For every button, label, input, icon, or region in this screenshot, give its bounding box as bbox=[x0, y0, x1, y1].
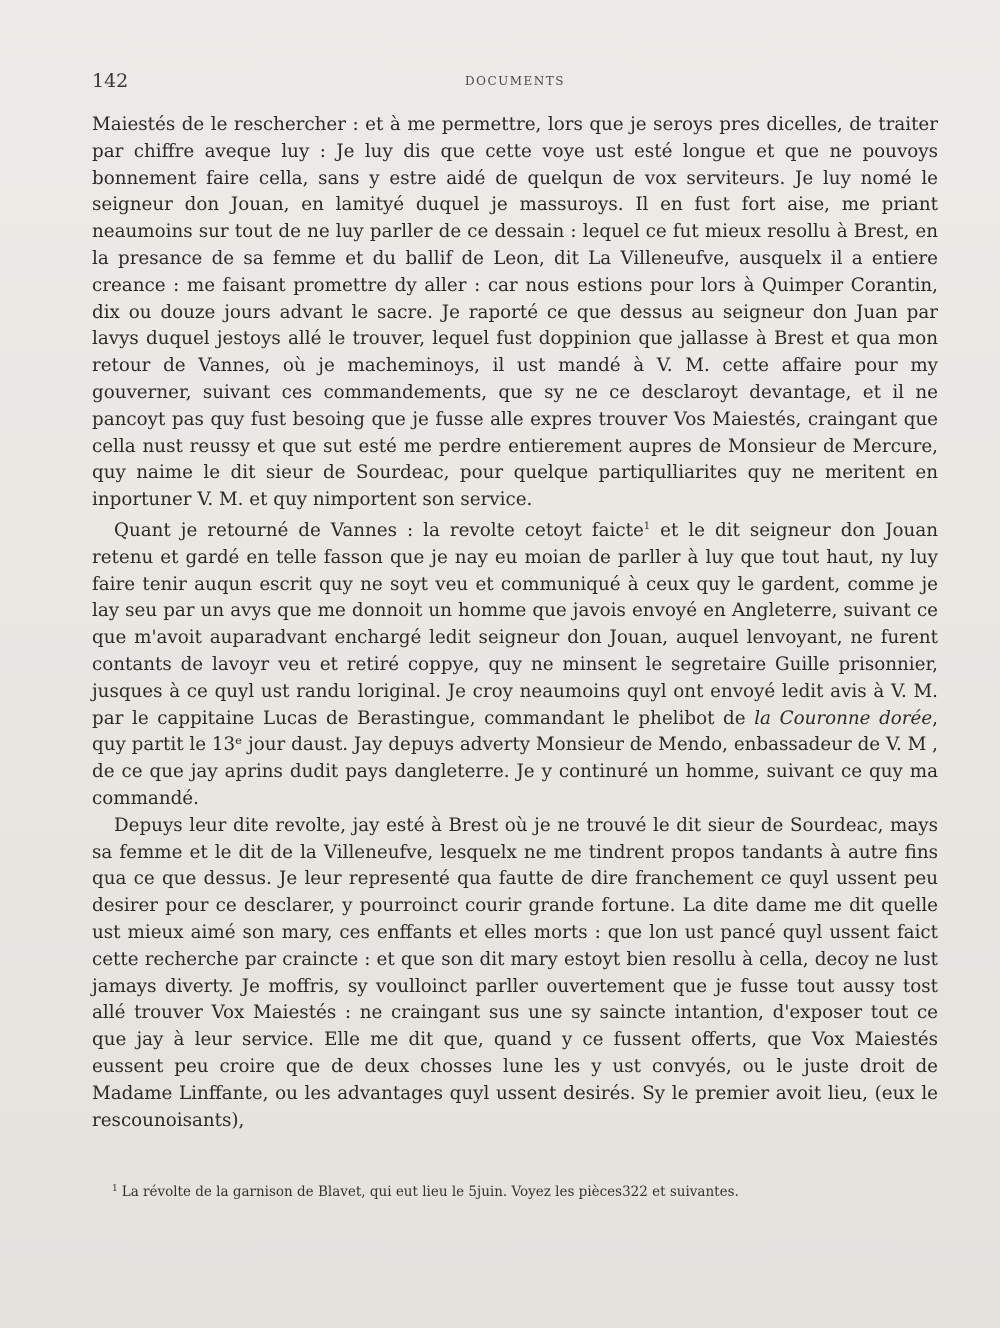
paragraph-2-part-c: , quy partit le 13ᵉ jour daust. Jay depuys adverty Monsieur de Mendo, enbassadeur de V. M , de ce que jay aprins dudit pays dangleterre. Je y continuré un homme, suivant ce quy ma commandé. bbox=[92, 707, 938, 810]
running-head: DOCUMENTS bbox=[464, 74, 566, 88]
paragraph-2-part-a: Quant je retourné de Vannes : la revolte cetoyt faicte bbox=[114, 520, 644, 542]
paragraph-3: Depuys leur dite revolte, jay esté à Brest où je ne trouvé le dit sieur de Sourdeac, mays sa femme et le dit de la Villeneufve, lesquelx ne me tindrent propos tandants à autre fins qua ce que dessus. Je leur representé qua fautte de dire franchement ce quyl ussent peu desirer pour ce desclarer, y pourroinct courir grande fortune. La dite dame me dit quelle ust mieux aimé son mary, ces enffants et elles morts : que lon ust pancé quyl ussent faict cette recherche par craincte : et que son dit mary estoyt bien resollu à cella, decoy ne lust jamays diverty. Je moffris, sy voulloinct parller ouvertement que je fusse tout aussy tost allé trouver Vox Maiestés : ne craingant sus une sy saincte intantion, d'exposer tout ce que jay à leur service. Elle me dit que, quand y ce fussent offerts, que Vox Maiestés eussent peu croire que de deux chosses lune les y ust convyés, ou le juste droit de Madame Linffante, ou les advantages quyl ussent desirés. Sy le premier avoit lieu, (eux le rescounoisants), bbox=[92, 814, 938, 1131]
footnote-reference: 1 bbox=[643, 520, 651, 532]
footnote bbox=[112, 1180, 932, 1201]
ship-name: la Couronne dorée bbox=[754, 707, 933, 729]
page-number: 142 bbox=[92, 70, 129, 92]
paragraph-1: Maiestés de le reschercher : et à me permettre, lors que je seroys pres dicelles, de traiter par chiffre aveque luy : Je luy dis que cette voye ust esté longue et que ne pouvoys bonnement faire cella, sans y estre aidé de quelqun de vox serviteurs. Je luy nomé le seigneur don Jouan, en lamityé duquel je massuroys. Il en fust fort aise, me priant neaumoins sur tout de ne luy parller de ce dessain : lequel ce fut mieux resollu à Brest, en la presance de sa femme et du ballif de Leon, dit La Villeneufve, ausquelx il a entiere creance : me faisant promettre dy aller : car nous estions pour lors à Quimper Corantin, dix ou douze jours advant le sacre. Je raporté ce que dessus au seigneur don Juan par lavys duquel jestoys allé le trouver, lequel fust doppinion que jallasse à Brest et qua mon retour de Vannes, où je macheminoys, il ust mandé à V. M. cette affaire pour my gouverner, suivant ces commandements, que sy ne ce desclaroyt devantage, et il ne pancoyt pas quy fust besoing que je fusse alle expres trouver Vos Maiestés, craingant que cella nust reussy et que sut esté me perdre entierement aupres de Monsieur de Mercure, quy naime le dit sieur de Sourdeac, pour quelque partiqulliarites quy ne meritent en inportuner V. M. et quy nimportent son service. bbox=[92, 114, 938, 511]
paragraph-2-part-b: et le dit seigneur don Jouan retenu et gardé en telle fasson que je nay eu moian de parller à luy que tout haut, ny luy faire tenir auqun escrit quy ne soyt veu et communiqué à ceux quy le gardent, comme je lay seu par un avys que me donnoit un homme que javois envoyé en Angleterre, suivant ce que m'avoit auparadvant enchargé ledit seigneur don Jouan, auquel lenvoyant, ne furent contants de lavoyr veu et retiré coppye, quy ne minsent le segretaire Guille prisonnier, jusques à ce quyl ust randu loriginal. Je croy neaumoins quyl ont envoyé ledit avis à V. M. par le cappitaine Lucas de Berastingue, commandant le phelibot de bbox=[92, 520, 938, 729]
footnote-mark: 1 bbox=[112, 1184, 118, 1194]
page-header bbox=[92, 70, 938, 94]
paragraph-2 bbox=[92, 514, 938, 813]
body-text bbox=[92, 112, 938, 1134]
footnote-text: La révolte de la garnison de Blavet, qui eut lieu le 5juin. Voyez les pièces322 et suivantes. bbox=[121, 1184, 739, 1200]
